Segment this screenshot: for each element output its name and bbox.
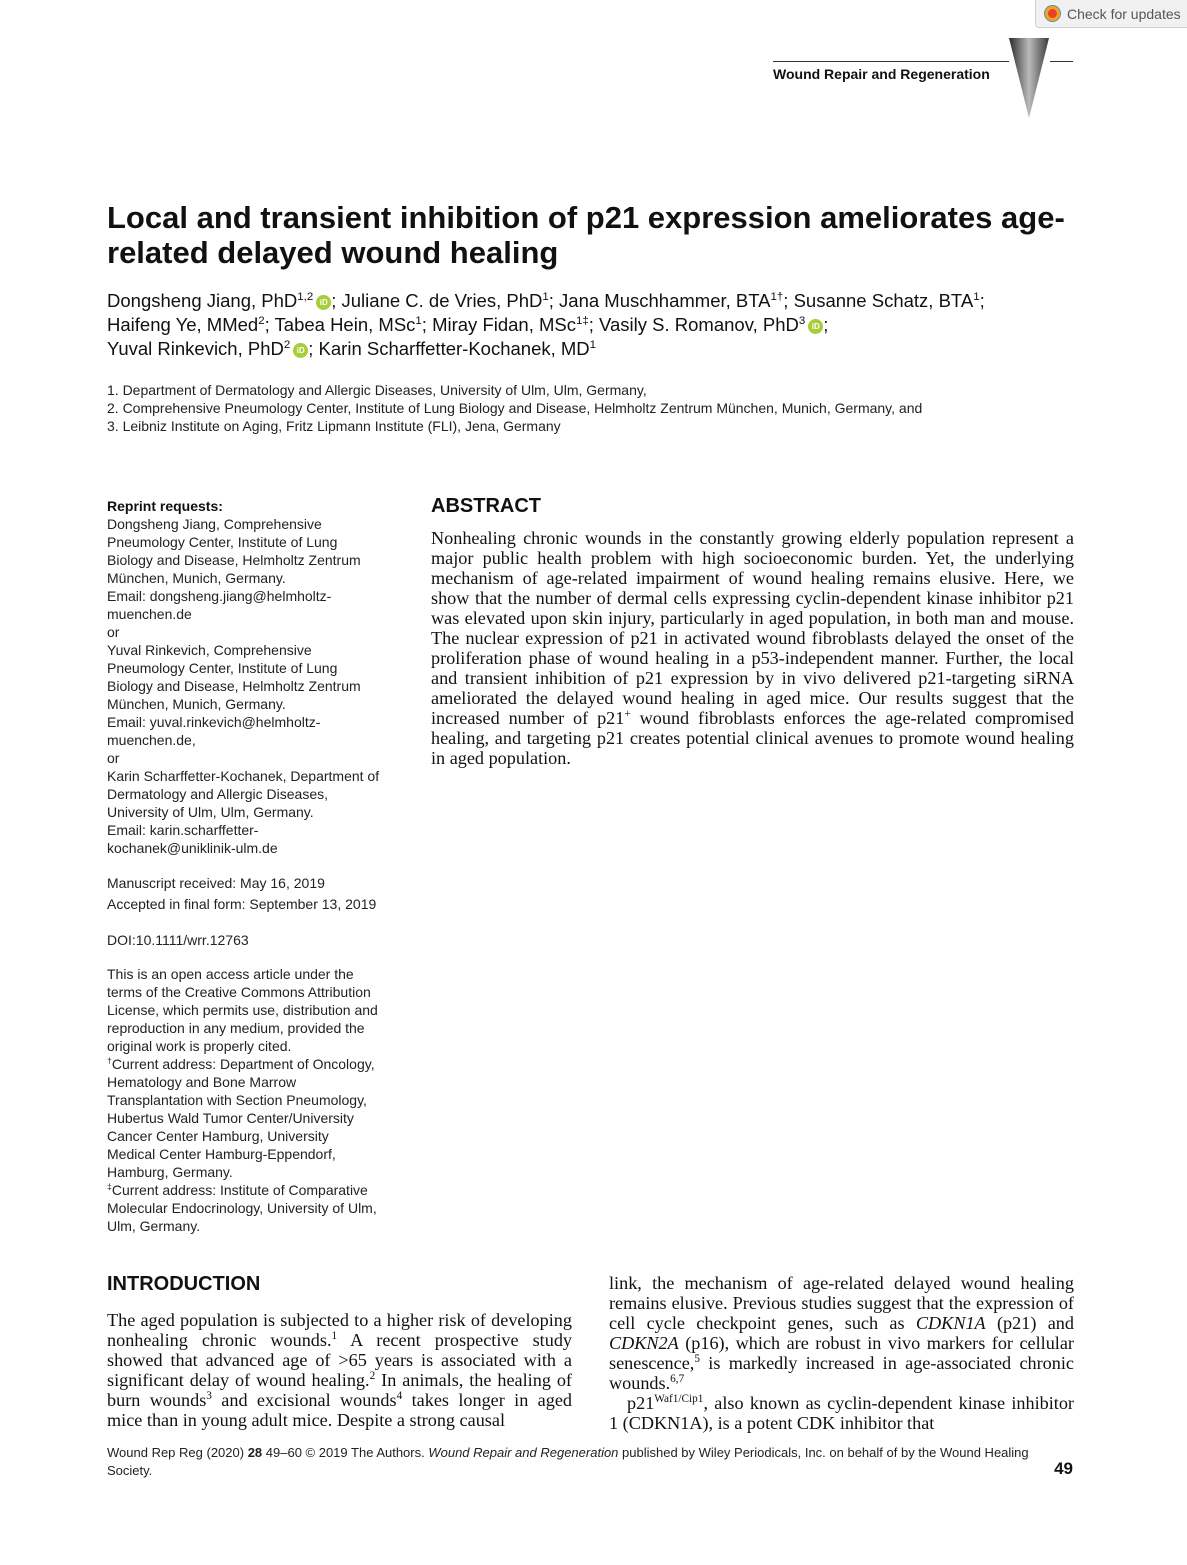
current-address-text: Ulm, Germany. <box>107 1218 201 1234</box>
license-line: original work is properly cited. <box>107 1038 292 1054</box>
doi: DOI:10.1111/wrr.12763 <box>107 932 249 948</box>
reprint-line: München, Munich, Germany. <box>107 570 286 586</box>
author <box>599 314 828 335</box>
reprint-line: Karin Scharffetter-Kochanek, Department of <box>107 768 380 784</box>
author-affiliation-mark: 1† <box>770 290 784 303</box>
author-affiliation-mark: 1 <box>973 290 980 303</box>
reprint-line: muenchen.de, <box>107 732 196 748</box>
introduction-column-right <box>609 1273 1074 1433</box>
author <box>107 290 342 311</box>
author-separator: ; <box>979 290 985 311</box>
affiliations <box>107 381 1057 435</box>
license-line: terms of the Creative Commons Attribution <box>107 984 371 1000</box>
check-for-updates-button[interactable] <box>1035 0 1187 28</box>
author-separator: ; <box>548 290 560 311</box>
author-name: Karin Scharffetter-Kochanek, MD <box>318 338 590 359</box>
author <box>432 314 599 335</box>
footnote-mark: ‡ <box>107 1181 112 1192</box>
author-name: Susanne Schatz, BTA <box>793 290 974 311</box>
author-affiliation-mark: 3 <box>798 314 806 327</box>
current-address-line <box>107 1091 407 1109</box>
author-affiliation-mark: 1 <box>589 338 597 351</box>
current-address-line <box>107 1109 407 1127</box>
current-address-line <box>107 1145 407 1163</box>
author-name: Haifeng Ye, MMed <box>107 314 259 335</box>
author-affiliation-mark: 1‡ <box>576 314 589 327</box>
author-list <box>107 289 1107 361</box>
orcid-icon: iD <box>316 295 331 310</box>
author <box>559 290 794 311</box>
current-address-text: Molecular Endocrinology, University of Ulm, <box>107 1200 377 1216</box>
author-affiliation-mark: 2 <box>283 338 291 351</box>
current-address-text: Medical Center Hamburg-Eppendorf, <box>107 1146 336 1162</box>
page-number: 49 <box>1054 1459 1073 1478</box>
reprint-line: Dongsheng Jiang, Comprehensive <box>107 516 322 532</box>
reprint-line: Pneumology Center, Institute of Lung <box>107 660 338 676</box>
author-name: Tabea Hein, MSc <box>274 314 416 335</box>
reprint-line: muenchen.de <box>107 606 192 622</box>
license-line: reproduction in any medium, provided the <box>107 1020 365 1036</box>
author-affiliation-mark: 1,2 <box>297 290 314 303</box>
introduction-paragraph-right: link, the mechanism of age-related delayed wound healing remains elusive. Previous studies suggest that the expression of cell cycle checkpoint genes, such as CDKN1A (p21) and CDKN2A (p16), which are robust in vivo markers for cellular senescence,$^5$ is markedly increased in age-associated chronic wounds.$^{6,7}$ <box>609 1273 1074 1393</box>
author-name: Yuval Rinkevich, PhD <box>107 338 284 359</box>
accepted-date: Accepted in final form: September 13, 2019 <box>107 896 377 912</box>
abstract-text: Nonhealing chronic wounds in the constantly growing elderly population represent a major public health problem with high socioeconomic burden. Yet, the underlying mechanism of age-related impairment of wound healing remains elusive. Here, we show that the number of dermal cells expressing cyclin-dependent kinase inhibitor p21 was elevated upon skin injury, particularly in aged population, in both man and mouse. The nuclear expression of p21 in activated wound fibroblasts delayed the onset of the proliferation phase of wound healing in a p53-independent manner. Further, the local and transient inhibition of p21 expression by in vivo delivered p21-targeting siRNA ameliorated the delayed wound healing in aged mice. Our results suggest that the increased number of p21+ wound fibroblasts enforces the age-related compromised healing, and targeting p21 creates potential clinical avenues to promote wound healing in aged population. <box>431 528 1074 768</box>
current-address-text: Hematology and Bone Marrow <box>107 1074 297 1090</box>
current-address-line <box>107 1127 407 1145</box>
author-separator: ; <box>823 314 829 335</box>
check-for-updates-label: Check for updates <box>1067 5 1181 22</box>
affiliation-line: 3. Leibniz Institute on Aging, Fritz Lipmann Institute (FLI), Jena, Germany <box>107 418 561 434</box>
author-separator: ; <box>308 338 319 359</box>
current-address-line <box>107 1199 407 1217</box>
author-affiliation-mark: 2 <box>258 314 265 327</box>
current-address-text: Hamburg, Germany. <box>107 1164 233 1180</box>
reprint-line: Email: dongsheng.jiang@helmholtz- <box>107 588 332 604</box>
reprint-line: University of Ulm, Ulm, Germany. <box>107 804 314 820</box>
reprint-line: or <box>107 750 120 766</box>
reprint-line: Yuval Rinkevich, Comprehensive <box>107 642 312 658</box>
current-address-line <box>107 1217 407 1235</box>
orcid-icon: iD <box>808 319 823 334</box>
author-separator: ; <box>264 314 275 335</box>
manuscript-received: Manuscript received: May 16, 2019 <box>107 875 325 891</box>
current-address-line <box>107 1163 407 1181</box>
reprint-line: Dermatology and Allergic Diseases, <box>107 786 328 802</box>
reprint-line: Biology and Disease, Helmholtz Zentrum <box>107 678 361 694</box>
reprint-requests-heading: Reprint requests: <box>107 498 223 514</box>
reprint-line: or <box>107 624 120 640</box>
current-address-line <box>107 1073 407 1091</box>
article-title: Local and transient inhibition of p21 expression ameliorates age-related delayed wound healing <box>107 200 1065 270</box>
sidebar-notes <box>107 497 407 1235</box>
author-separator: ; <box>331 290 342 311</box>
author-name: Dongsheng Jiang, PhD <box>107 290 298 311</box>
current-address-text: Transplantation with Section Pneumology, <box>107 1092 367 1108</box>
introduction-paragraph-p21: $p21^{Waf1/Cip1}$, also known as cyclin-dependent kinase inhibitor 1 (CDKN1A), is a potent CDK inhibitor that <box>609 1392 1074 1433</box>
reprint-line: Biology and Disease, Helmholtz Zentrum <box>107 552 361 568</box>
affiliation-line: 2. Comprehensive Pneumology Center, Institute of Lung Biology and Disease, Helmholtz Zentrum München, Munich, Germany, and <box>107 400 923 416</box>
reprint-line: Pneumology Center, Institute of Lung <box>107 534 338 550</box>
author-name: Vasily S. Romanov, PhD <box>599 314 799 335</box>
author-name: Miray Fidan, MSc <box>432 314 576 335</box>
author-separator: ; <box>588 314 600 335</box>
author <box>107 314 275 335</box>
reprint-line: Email: karin.scharffetter- <box>107 822 259 838</box>
author-name: Jana Muschhammer, BTA <box>559 290 771 311</box>
reprint-line: Email: yuval.rinkevich@helmholtz- <box>107 714 321 730</box>
current-address-text: Cancer Center Hamburg, University <box>107 1128 329 1144</box>
reprint-requests-text <box>107 515 407 857</box>
author <box>107 338 319 359</box>
footer-citation: Wound Rep Reg (2020) 28 49–60 © 2019 The Authors. Wound Repair and Regeneration published by Wiley Periodicals, Inc. on behalf of by the Wound Healing Society. <box>107 1445 1029 1478</box>
current-address-line <box>107 1055 407 1073</box>
current-address-text: Hubertus Wald Tumor Center/University <box>107 1110 354 1126</box>
crossmark-icon <box>1044 5 1061 22</box>
abstract-heading: ABSTRACT <box>431 495 541 517</box>
header-rule-right <box>1050 61 1073 62</box>
license-note <box>107 965 407 1055</box>
reprint-line: München, Munich, Germany. <box>107 696 286 712</box>
introduction-paragraph-left: The aged population is subjected to a higher risk of developing nonhealing chronic wounds.$^1$ A recent prospective study showed that advanced age of >65 years is associated with a significant delay of wound healing.$^2$ In animals, the healing of burn wounds$^3$ and excisional wounds$^4$ takes longer in aged mice than in young adult mice. Despite a strong causal <box>107 1310 573 1430</box>
affiliation-line: 1. Department of Dermatology and Allergic Diseases, University of Ulm, Ulm, Germany, <box>107 382 647 398</box>
current-address-text: Current address: Department of Oncology, <box>111 1056 375 1072</box>
author-name: Juliane C. de Vries, PhD <box>341 290 543 311</box>
journal-name-header: Wound Repair and Regeneration <box>773 66 990 82</box>
author-affiliation-mark: 1 <box>415 314 422 327</box>
footnote-mark: † <box>107 1055 112 1066</box>
author <box>342 290 560 311</box>
current-address-text: Current address: Institute of Comparative <box>111 1182 368 1198</box>
author <box>319 338 597 359</box>
author <box>794 290 985 311</box>
current-address-note-2 <box>107 1181 407 1235</box>
author-affiliation-mark: 1 <box>542 290 549 303</box>
header-rule <box>773 61 1009 62</box>
license-line: License, which permits use, distribution and <box>107 1002 378 1018</box>
current-address-note-1 <box>107 1055 407 1181</box>
license-line: This is an open access article under the <box>107 966 354 982</box>
reprint-line: kochanek@uniklinik-ulm.de <box>107 840 278 856</box>
current-address-line <box>107 1181 407 1199</box>
author <box>275 314 433 335</box>
author-separator: ; <box>421 314 433 335</box>
introduction-heading: INTRODUCTION <box>107 1273 261 1295</box>
journal-logo-triangle-icon <box>1007 36 1051 120</box>
author-separator: ; <box>783 290 794 311</box>
orcid-icon: iD <box>293 343 308 358</box>
